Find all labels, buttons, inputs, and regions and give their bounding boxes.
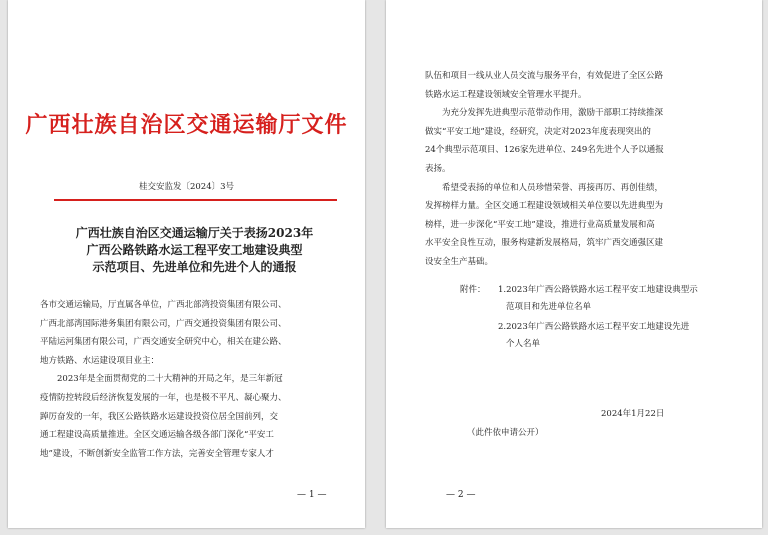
body-line: 各市交通运输局，厅直属各单位，广西北部湾投资集团有限公司、: [40, 300, 287, 310]
body-line: 水平安全良性互动，服务构建新发展格局，筑牢广西交通强区建: [425, 238, 664, 249]
disclosure-note: （此件依申请公开）: [467, 428, 544, 438]
body-line: 铁路水运工程建设领域安全管理水平提升。: [425, 89, 587, 100]
body-line: 疫情防控转段后经济恢复发展的一年，也是极不平凡、凝心聚力、: [40, 392, 287, 403]
body-line: 表扬。: [425, 163, 451, 174]
document-page-1: [8, 0, 365, 528]
body-line: 榜样，进一步深化“平安工地”建设，推进行业高质量发展和高: [425, 219, 655, 230]
body-line: 为充分发挥先进典型示范带动作用，激励干部职工持续推深: [425, 108, 664, 119]
title-line: 广西公路铁路水运工程平安工地建设典型: [86, 243, 303, 257]
document-red-header: 广西壮族自治区交通运输厅文件: [25, 112, 348, 138]
document-page-2: [386, 0, 762, 528]
body-line: 队伍和项目一线从业人员交流与服务平台，有效促进了全区公路: [425, 71, 664, 81]
body-line: 设安全生产基础。: [425, 256, 494, 267]
body-line: 发挥榜样力量。全区交通工程建设领域相关单位要以先进典型为: [425, 201, 664, 212]
body-line: 广西北部湾国际港务集团有限公司，广西交通投资集团有限公司、: [40, 318, 287, 329]
issue-date: 2024年1月22日: [601, 409, 665, 419]
body-line: 2023年是全面贯彻党的二十大精神的开局之年，是三年新冠: [40, 374, 283, 385]
title-line: 广西壮族自治区交通运输厅关于表扬2023年: [75, 226, 314, 240]
page-number: — 2 —: [446, 490, 476, 500]
attachment-item-2-continued: 个人名单: [506, 338, 541, 349]
document-number: 桂交安监发〔2024〕3号: [138, 182, 235, 192]
body-line: 24个典型示范项目、126家先进单位、249名先进个人予以通报: [425, 145, 664, 156]
body-line: 地方铁路、水运建设项目业主：: [40, 355, 160, 366]
red-divider-line: [54, 199, 337, 201]
attachment-item-2: 2.2023年广西公路铁路水运工程平安工地建设先进: [498, 322, 690, 332]
page-number: — 1 —: [297, 490, 327, 500]
page1-body-text: [40, 296, 287, 463]
document-title: [42, 225, 347, 276]
attachment-item-1: 1.2023年广西公路铁路水运工程平安工地建设典型示: [498, 285, 698, 295]
body-line: 希望受表扬的单位和人员珍惜荣誉、再接再厉、再创佳绩，: [425, 182, 664, 193]
page2-body-text: [425, 67, 664, 272]
title-line: 示范项目、先进单位和先进个人的通报: [92, 260, 297, 274]
body-line: 平陆运河集团有限公司，广西交通安全研究中心，相关在建公路、: [40, 337, 287, 348]
body-line: 通工程建设高质量推进。全区交通运输各级各部门深化“平安工: [40, 430, 274, 441]
body-line: 地”建设，不断创新安全监管工作方法，完善安全管理专家人才: [40, 448, 274, 459]
attachment-item-1-continued: 范项目和先进单位名单: [506, 301, 592, 312]
attachment-label: 附件：: [460, 285, 486, 295]
body-line: 做实“平安工地”建设，经研究，决定对2023年度表现突出的: [425, 126, 651, 137]
body-line: 踔厉奋发的一年，我区公路铁路水运建设投资位居全国前列，交: [40, 411, 279, 422]
